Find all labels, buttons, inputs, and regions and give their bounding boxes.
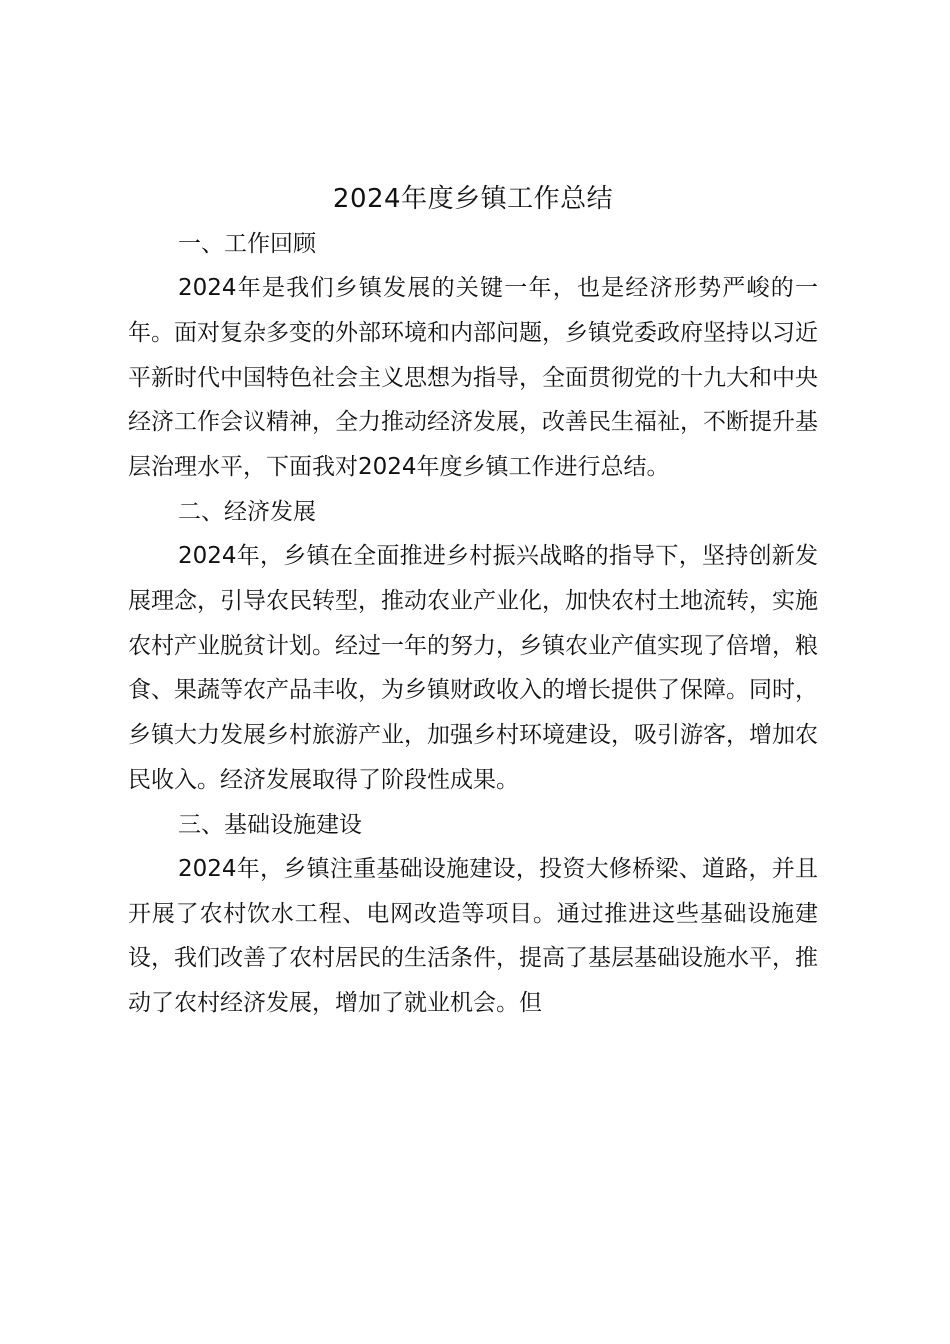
section-heading: 一、工作回顾 bbox=[178, 231, 316, 257]
document-page bbox=[128, 176, 818, 1026]
section-infrastructure bbox=[128, 803, 818, 1026]
section-economic-development bbox=[128, 490, 818, 803]
section-paragraph: 2024年，乡镇在全面推进乡村振兴战略的指导下，坚持创新发展理念，引导农民转型，推动农业产业化，加快农村土地流转，实施农村产业脱贫计划。经过一年的努力，乡镇农业产值实现了倍增，粮食、果蔬等农产品丰收，为乡镇财政收入的增长提供了保障。同时，乡镇大力发展乡村旅游产业，加强乡村环境建设，吸引游客，增加农民收入。经济发展取得了阶段性成果。 bbox=[128, 542, 818, 793]
section-heading: 二、经济发展 bbox=[178, 498, 316, 525]
section-paragraph: 2024年是我们乡镇发展的关键一年，也是经济形势严峻的一年。面对复杂多变的外部环境和内部问题，乡镇党委政府坚持以习近平新时代中国特色社会主义思想为指导，全面贯彻党的十九大和中央经济工作会议精神，全力推动经济发展，改善民生福祉，不断提升基层治理水平，下面我对2024年度乡镇工作进行总结。 bbox=[128, 275, 818, 481]
section-work-review bbox=[128, 222, 818, 490]
document-title: 2024年度乡镇工作总结 bbox=[332, 184, 614, 214]
section-paragraph: 2024年，乡镇注重基础设施建设，投资大修桥梁、道路，并且开展了农村饮水工程、电网改造等项目。通过推进这些基础设施建设，我们改善了农村居民的生活条件，提高了基层基础设施水平，推动了农村经济发展，增加了就业机会。但 bbox=[128, 855, 818, 1017]
section-heading: 三、基础设施建设 bbox=[178, 811, 362, 838]
